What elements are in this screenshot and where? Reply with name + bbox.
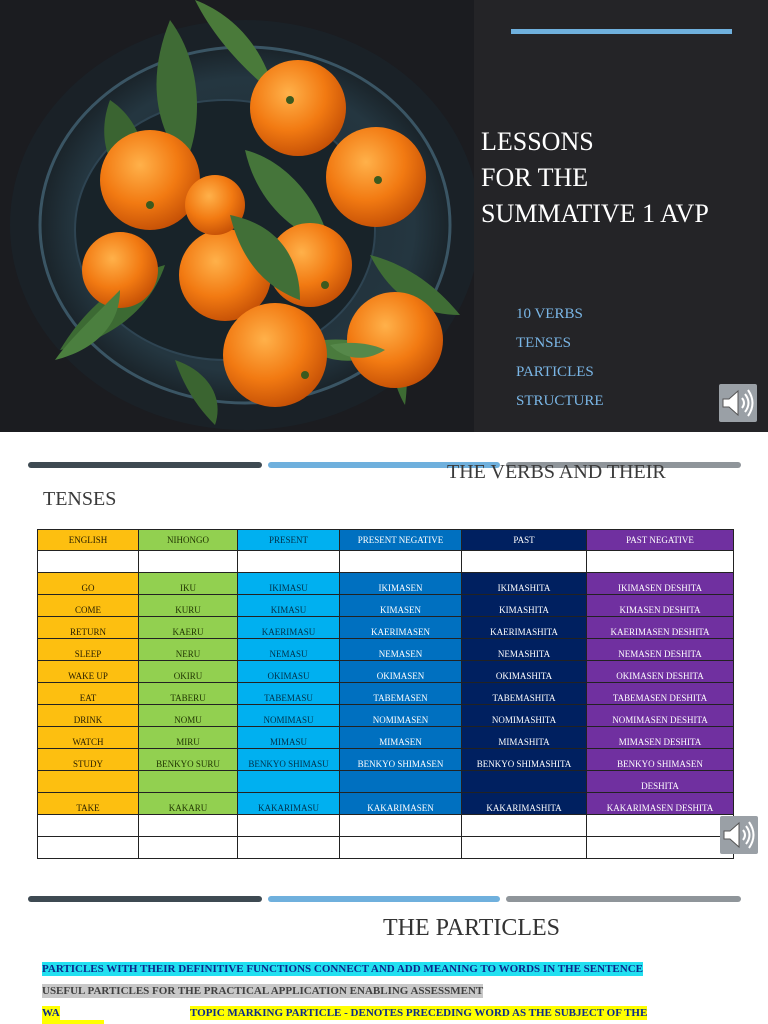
speaker-icon [719, 384, 757, 422]
table-cell: OKIMASU [238, 661, 340, 683]
table-cell [238, 771, 340, 793]
table-cell: NEMASHITA [462, 639, 587, 661]
table-cell: OKIMASEN [340, 661, 462, 683]
table-row [38, 617, 734, 639]
table-cell [139, 837, 238, 859]
table-cell [38, 815, 139, 837]
table-cell: KIMASU [238, 595, 340, 617]
table-row [38, 639, 734, 661]
table-cell: IKIMASEN DESHITA [587, 573, 734, 595]
table-cell: DRINK [38, 705, 139, 727]
table-cell: KAERIMASHITA [462, 617, 587, 639]
table-cell: TABEMASEN [340, 683, 462, 705]
table-cell: COME [38, 595, 139, 617]
table-row [38, 793, 734, 815]
table-cell: MIMASHITA [462, 727, 587, 749]
table-cell: BENKYO SHIMASHITA [462, 749, 587, 771]
table-cell: NEMASEN [340, 639, 462, 661]
table-cell: MIMASU [238, 727, 340, 749]
table-cell [139, 815, 238, 837]
table-cell: GO [38, 573, 139, 595]
table-cell [462, 551, 587, 573]
topic-item-particles: PARTICLES [516, 364, 594, 380]
topic-item-verbs: 10 VERBS [516, 306, 583, 322]
table-cell: MIRU [139, 727, 238, 749]
table-cell [238, 815, 340, 837]
topic-list [516, 302, 604, 418]
table-header-cell: PRESENT [238, 530, 340, 551]
table-cell [587, 551, 734, 573]
table-cell: TABEMASHITA [462, 683, 587, 705]
divider-bar-dark [28, 896, 262, 902]
speaker-icon [720, 816, 758, 854]
table-cell: KAERIMASEN [340, 617, 462, 639]
table-cell: MIMASEN [340, 727, 462, 749]
table-cell [462, 815, 587, 837]
table-cell [340, 771, 462, 793]
table-cell: STUDY [38, 749, 139, 771]
table-cell: TAKE [38, 793, 139, 815]
table-cell [462, 771, 587, 793]
table-cell: BENKYO SHIMASU [238, 749, 340, 771]
particles-intro-line: PARTICLES WITH THEIR DEFINITIVE FUNCTIONS CONNECT AND ADD MEANING TO WORDS IN THE SENTENCE [42, 963, 643, 975]
particle-name-wa: WA [42, 1007, 60, 1019]
table-cell: NEMASU [238, 639, 340, 661]
table-cell: NOMIMASEN DESHITA [587, 705, 734, 727]
table-header-cell: NIHONGO [139, 530, 238, 551]
table-cell [462, 837, 587, 859]
table-cell [38, 551, 139, 573]
table-cell: KAKARIMASU [238, 793, 340, 815]
table-cell: RETURN [38, 617, 139, 639]
table-cell: NEMASEN DESHITA [587, 639, 734, 661]
table-cell [587, 837, 734, 859]
table-cell: NOMIMASU [238, 705, 340, 727]
divider-bar-gray [506, 896, 741, 902]
table-cell: EAT [38, 683, 139, 705]
table-cell: OKIMASHITA [462, 661, 587, 683]
table-cell: NOMU [139, 705, 238, 727]
table-row [38, 815, 734, 837]
table-cell [38, 837, 139, 859]
table-header-cell: PAST [462, 530, 587, 551]
table-cell: BENKYO SHIMASEN [587, 749, 734, 771]
table-cell [238, 837, 340, 859]
title-slide [0, 0, 768, 432]
table-cell: KIMASEN DESHITA [587, 595, 734, 617]
table-cell: SLEEP [38, 639, 139, 661]
particles-useful-line: USEFUL PARTICLES FOR THE PRACTICAL APPLICATION ENABLING ASSESSMENT [42, 985, 484, 997]
oranges-photo [0, 0, 474, 432]
accent-line [511, 29, 732, 34]
table-cell: NOMIMASEN [340, 705, 462, 727]
table-row [38, 837, 734, 859]
table-cell: NOMIMASHITA [462, 705, 587, 727]
audio-play-button[interactable] [720, 816, 758, 854]
particles-title: THE PARTICLES [383, 915, 561, 941]
table-row [38, 705, 734, 727]
table-cell [340, 815, 462, 837]
title-line-2: FOR THE [481, 163, 589, 192]
divider-bar-dark [28, 462, 262, 468]
verb-tense-table [37, 529, 734, 859]
table-cell: DESHITA [587, 771, 734, 793]
table-cell: IKIMASU [238, 573, 340, 595]
verbs-heading-line-1: THE VERBS AND THEIR [447, 461, 666, 483]
table-cell: WATCH [38, 727, 139, 749]
table-cell [38, 771, 139, 793]
table-row [38, 771, 734, 793]
table-cell: KAERU [139, 617, 238, 639]
slide-title [481, 124, 761, 232]
table-cell: KAERIMASU [238, 617, 340, 639]
table-cell: TABEMASEN DESHITA [587, 683, 734, 705]
table-cell: BENKYO SURU [139, 749, 238, 771]
topic-item-structure: STRUCTURE [516, 393, 604, 409]
table-cell [139, 551, 238, 573]
table-row [38, 573, 734, 595]
table-cell [587, 815, 734, 837]
table-cell: TABEMASU [238, 683, 340, 705]
divider-bar-blue [268, 896, 500, 902]
table-row [38, 661, 734, 683]
table-header-cell: PAST NEGATIVE [587, 530, 734, 551]
table-cell: IKU [139, 573, 238, 595]
table-cell: OKIMASEN DESHITA [587, 661, 734, 683]
table-cell: KAKARIMASHITA [462, 793, 587, 815]
topic-item-tenses: TENSES [516, 335, 572, 351]
table-header-cell: PRESENT NEGATIVE [340, 530, 462, 551]
table-cell: IKIMASHITA [462, 573, 587, 595]
highlight-continuation [42, 1020, 104, 1024]
table-header-cell: ENGLISH [38, 530, 139, 551]
table-cell: KAKARIMASEN [340, 793, 462, 815]
table-cell: MIMASEN DESHITA [587, 727, 734, 749]
table-cell: TABERU [139, 683, 238, 705]
table-row [38, 551, 734, 573]
audio-play-button[interactable] [719, 384, 757, 422]
title-line-3: SUMMATIVE 1 AVP [481, 199, 709, 228]
table-cell: KIMASHITA [462, 595, 587, 617]
table-cell: NERU [139, 639, 238, 661]
table-row [38, 595, 734, 617]
title-line-1: LESSONS [481, 127, 594, 156]
table-cell: KAKARU [139, 793, 238, 815]
verbs-heading-line-2: TENSES [43, 488, 117, 510]
table-cell: KIMASEN [340, 595, 462, 617]
table-cell: KAKARIMASEN DESHITA [587, 793, 734, 815]
table-cell: KURU [139, 595, 238, 617]
table-row [38, 749, 734, 771]
table-cell: OKIRU [139, 661, 238, 683]
table-cell: WAKE UP [38, 661, 139, 683]
table-cell [340, 551, 462, 573]
table-header-row [38, 530, 734, 551]
particle-description-wa: TOPIC MARKING PARTICLE - DENOTES PRECEDING WORD AS THE SUBJECT OF THE [190, 1007, 648, 1019]
table-cell [238, 551, 340, 573]
table-row [38, 683, 734, 705]
table-cell: IKIMASEN [340, 573, 462, 595]
table-cell [340, 837, 462, 859]
table-cell: BENKYO SHIMASEN [340, 749, 462, 771]
table-row [38, 727, 734, 749]
table-cell: KAERIMASEN DESHITA [587, 617, 734, 639]
table-cell [139, 771, 238, 793]
